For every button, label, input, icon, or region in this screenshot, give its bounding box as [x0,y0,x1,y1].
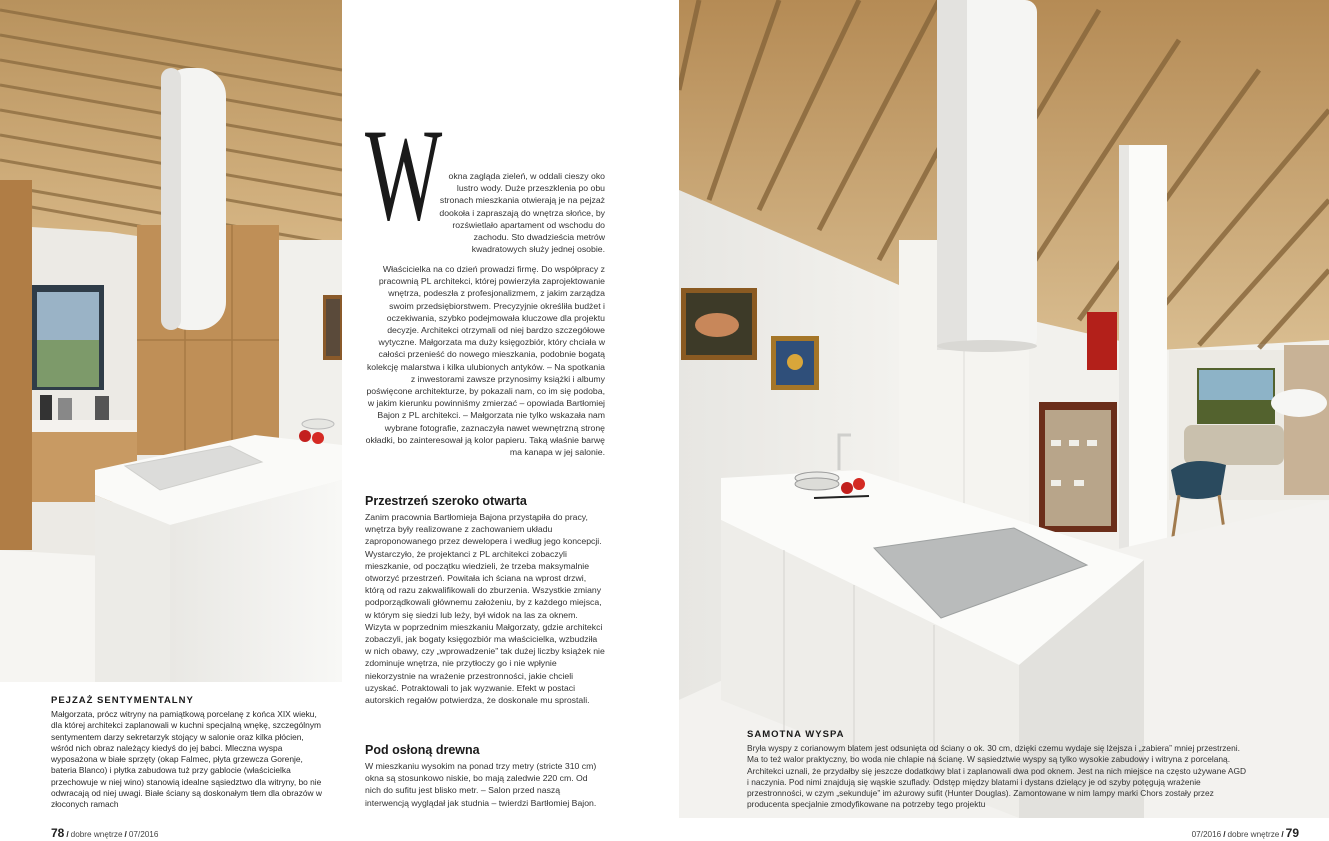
left-photo-caption [51,695,323,811]
folio-separator-icon: / [1281,830,1284,839]
section-heading-wood: Pod osłoną drewna [365,743,480,757]
kitchen-illustration-left [0,0,342,682]
folio-separator-icon: / [66,830,69,839]
article-paragraph: Właścicielka na co dzień prowadzi firmę. Do współpracy z pracownią PL architekci, której powierzyła zaprojektowanie wnętrza, podeszła z profesjonalizmem, z jakim zarządza swoim przedsiębiorstwem. Precyzyjnie określiła budżet i oczekiwania, szybko podejmowała kluczowe dla projektu decyzje. Architekci otrzymali od niej bardzo szczegółowe wytyczne. Małgorzata ma duży księgozbiór, który chciała w całości przenieść do nowego mieszkania, podobnie bogatą kolekcję malarstwa i kilka ulubionych antyków. – Na spotkania z inwestorami zawsze przynosimy książki i albumy poświęcone architekturze, by pokazali nam, co im się podoba, w jakim kierunku powinniśmy zmierzać – opowiada Bartłomiej Bajon z PL architekci. – Małgorzata nie tylko wskazała nam wybrane fotografie, zaznaczyła nawet wewnętrzną stronę okładki, bo zainteresował ją kolor papieru. Taką właśnie barwę ma kanapa w jej salonie. [365,264,605,458]
folio-separator-icon: / [124,830,127,839]
article-paragraph: Zanim pracownia Bartłomieja Bajona przystąpiła do pracy, wnętrza były realizowane z zachowaniem układu zaproponowanego przez dewelopera i według jego koncepcji. Wystarczyło, że projektanci z PL architekci zobaczyli mieszkanie, od początku wiedzieli, że trzeba maksymalnie otworzyć przestrzeń. Powitała ich ściana na wprost drzwi, którą od razu zakwalifikowali do zburzenia. Wszystkie zmiany podporządkowali głównemu założeniu, by z każdego miejsca, w którym się siedzi lub leży, był widok na las za oknem. Wizyta w poprzednim mieszkaniu Małgorzaty, gdzie architekci zobaczyli, jak bogaty księgozbiór ma właścicielka, wzbudziła w nich obawy, czy „wprowadzenie” tak dużej liczby książek nie zdominuje wnętrza, nie przytłoczy go i nie wpłynie niekorzystnie na wrażenie przestronności, jakie chcieli uzyskać. Potraktowali to jak wyzwanie. Efekt w postaci autorskich regałów potwierdza, że doskonale mu sprostali. [365,512,605,706]
kitchen-photo-left [0,0,342,682]
page-number-left: 78 [51,826,65,840]
folio-separator-icon: / [1223,830,1226,839]
kitchen-illustration-right [679,0,1329,818]
page-number-right: 79 [1285,826,1299,840]
magazine-name: dobre wnętrze [1227,830,1280,839]
kitchen-photo-right [679,0,1329,818]
left-caption-title: PEJZAŻ SENTYMENTALNY [51,695,194,706]
magazine-name: dobre wnętrze [70,830,123,839]
article-paragraph: W mieszkaniu wysokim na ponad trzy metry (stricte 310 cm) okna są stosunkowo niskie, bo mają zaledwie 220 cm. Od nich do sufitu jest blisko metr. – Salon przed naszą interwencją wyglądał jak studnia – twierdzi Bartłomiej Bajon. [365,761,597,808]
left-caption-body: Małgorzata, prócz witryny na pamiątkową porcelanę z końca XIX wieku, dla której architekci zaplanowali w kuchni specjalną wnękę, szczególnym sentymentem darzy sekretarzyk stojący w salonie oraz kilka płócien, wśród nich obraz należący kiedyś do jej babci. Mleczna wyspa wyposażona w białe sprzęty (okap Falmec, płyta grzewcza Gorenje, bateria Blanco) i płytka zabudowa tuż przy gablocie (właścicielka przechowuje w niej wino) stanowią idealne sąsiedztwo dla witryny, bo nie odwracają od niej uwagi. Białe ściany są doskonałym tłem dla obrazów w złoconych ramach [51,709,322,810]
section-heading-open-space: Przestrzeń szeroko otwarta [365,494,527,508]
drop-cap: W [365,101,439,248]
issue-date: 07/2016 [1191,830,1222,839]
right-caption-title: SAMOTNA WYSPA [747,729,845,740]
issue-date: 07/2016 [128,830,159,839]
right-caption-body: Bryła wyspy z corianowym blatem jest odsunięta od ściany o ok. 30 cm, dzięki czemu wydaje się lżejsza i „zabiera” mniej przestrzeni. Ma to też walor praktyczny, bo woda nie chlapie na ścianę. W sąsiedztwie wyspy są tylko wysokie zabudowy i witryna z porcelaną. Architekci uznali, że przydałby się jeszcze dodatkowy blat i zaplanowali dwa pod oknem. Jest na nich miejsce na często używane AGD i naczynia. Pod nimi znajdują się wąskie szuflady. Odstęp między blatami i dystans dzielący je od szyby potęgują wrażenie przestronności, w czym „sekunduje” im ażurowy sufit (Hunter Douglas). Zamontowane w nim lampy marki Chors zostały przez producenta specjalnie zmodyfikowane na potrzeby tego projektu [747,743,1247,810]
right-photo-caption [747,729,1247,811]
article-intro-paragraph: okna zagląda zieleń, w oddali cieszy oko lustro wody. Duże przeszklenia po obu stronach mieszkania otwierają je na pejzaż dookoła i zapraszają do wnętrza słońce, by rozświetlało apartament od wschodu do zachodu. Sto dwadzieścia metrów kwadratowych służy jednej osobie. [439,171,605,255]
folio-right [1192,826,1299,840]
folio-left [51,826,158,840]
